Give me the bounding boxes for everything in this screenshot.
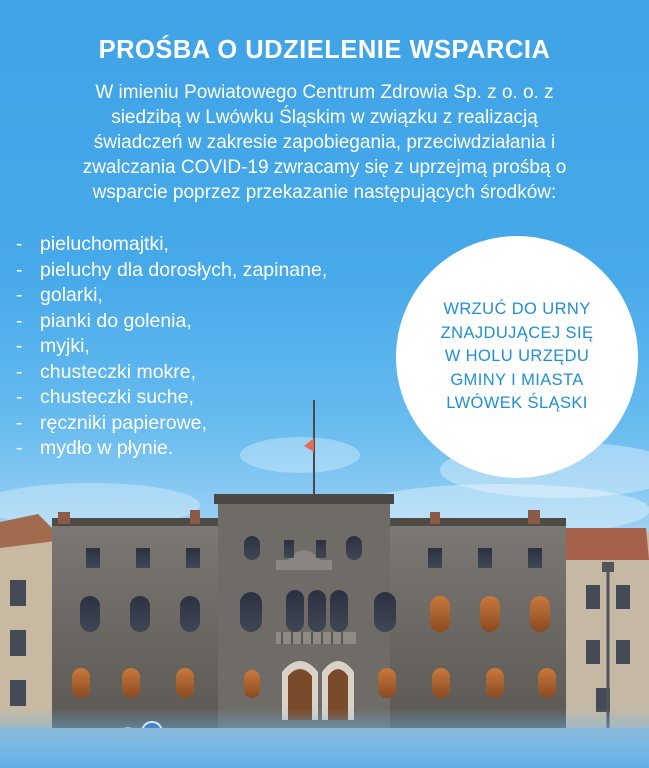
list-item: - chusteczki suche, (16, 385, 327, 411)
circle-line: WRZUĆ DO URNY (443, 300, 591, 319)
list-item: - myjki, (16, 334, 327, 360)
list-item: - pieluchy dla dorosłych, zapinane, (16, 258, 327, 284)
list-item: - pianki do golenia, (16, 309, 327, 335)
drop-off-info-circle (396, 236, 638, 478)
list-item: - pieluchomajtki, (16, 232, 327, 258)
circle-line: W HOLU URZĘDU (444, 347, 590, 366)
list-item: - chusteczki mokre, (16, 360, 327, 386)
intro-line: wsparcie poprzez przekazanie następujących środków: (92, 182, 557, 203)
intro-line: świadczeń w zakresie zapobiegania, przeciwdziałania i (93, 132, 556, 153)
page-title: PROŚBA O UDZIELENIE WSPARCIA (98, 36, 551, 64)
list-item: - golarki, (16, 283, 327, 309)
circle-line: LWÓWEK ŚLĄSKI (446, 394, 588, 413)
intro-line: zwalczania COVID-19 zwracamy się z uprzejmą prośbą o (82, 157, 567, 178)
circle-line: GMINY I MIASTA (450, 370, 584, 389)
intro-line: siedzibą w Lwówku Śląskim w związku z realizacją (111, 107, 538, 128)
bottom-fade (0, 708, 649, 768)
list-item: - mydło w płynie. (16, 436, 327, 462)
intro-line: W imieniu Powiatowego Centrum Zdrowia Sp. z o. o. z (95, 82, 554, 103)
donation-items-list (16, 232, 327, 462)
circle-line: ZNAJDUJĄCEJ SIĘ (440, 323, 594, 342)
list-item: - ręczniki papierowe, (16, 411, 327, 437)
intro-text (12, 80, 637, 205)
